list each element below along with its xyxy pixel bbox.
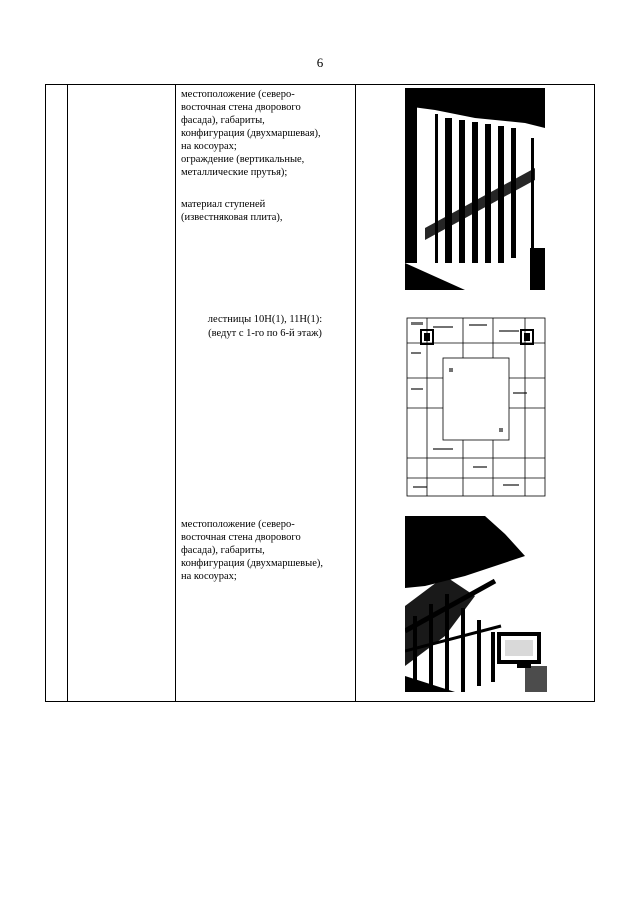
text-line: местоположение (северо- — [181, 89, 295, 100]
staircase-photo — [405, 516, 547, 692]
text-line: конфигурация (двухмаршевые), — [181, 558, 323, 569]
text-line: (известняковая плита), — [181, 212, 283, 223]
table-border-right — [594, 84, 595, 702]
text-line: фасада), габариты, — [181, 545, 265, 556]
row2-stairs-label — [181, 313, 349, 340]
text-line: восточная стена дворового — [181, 532, 301, 543]
text-line: конфигурация (двухмаршевая), — [181, 128, 321, 139]
table-border-left — [45, 84, 46, 702]
floor-plan-image — [403, 308, 549, 502]
table-border-top — [45, 84, 595, 85]
row1-material — [181, 198, 349, 224]
table-border-bottom — [45, 701, 595, 702]
column-divider — [175, 84, 176, 702]
text-line: восточная стена дворового — [181, 102, 301, 113]
text-line: материал ступеней — [181, 199, 266, 210]
row3-description — [181, 518, 349, 583]
column-divider — [355, 84, 356, 702]
stairs-floors: (ведут с 1-го по 6-й этаж) — [208, 328, 322, 339]
text-line: местоположение (северо- — [181, 519, 295, 530]
staircase-railing-photo — [405, 88, 545, 290]
text-line: ограждение (вертикальные, — [181, 154, 305, 165]
page-number: 6 — [316, 55, 324, 70]
document-table — [45, 84, 595, 702]
row1-description — [181, 88, 349, 179]
stairs-title: лестницы 10Н(1), 11Н(1): — [207, 314, 323, 325]
text-line: фасада), габариты, — [181, 115, 265, 126]
text-line: на косоурах; — [181, 571, 237, 582]
text-line: металлические прутья); — [181, 167, 288, 178]
column-divider — [67, 84, 68, 702]
text-line: на косоурах; — [181, 141, 237, 152]
